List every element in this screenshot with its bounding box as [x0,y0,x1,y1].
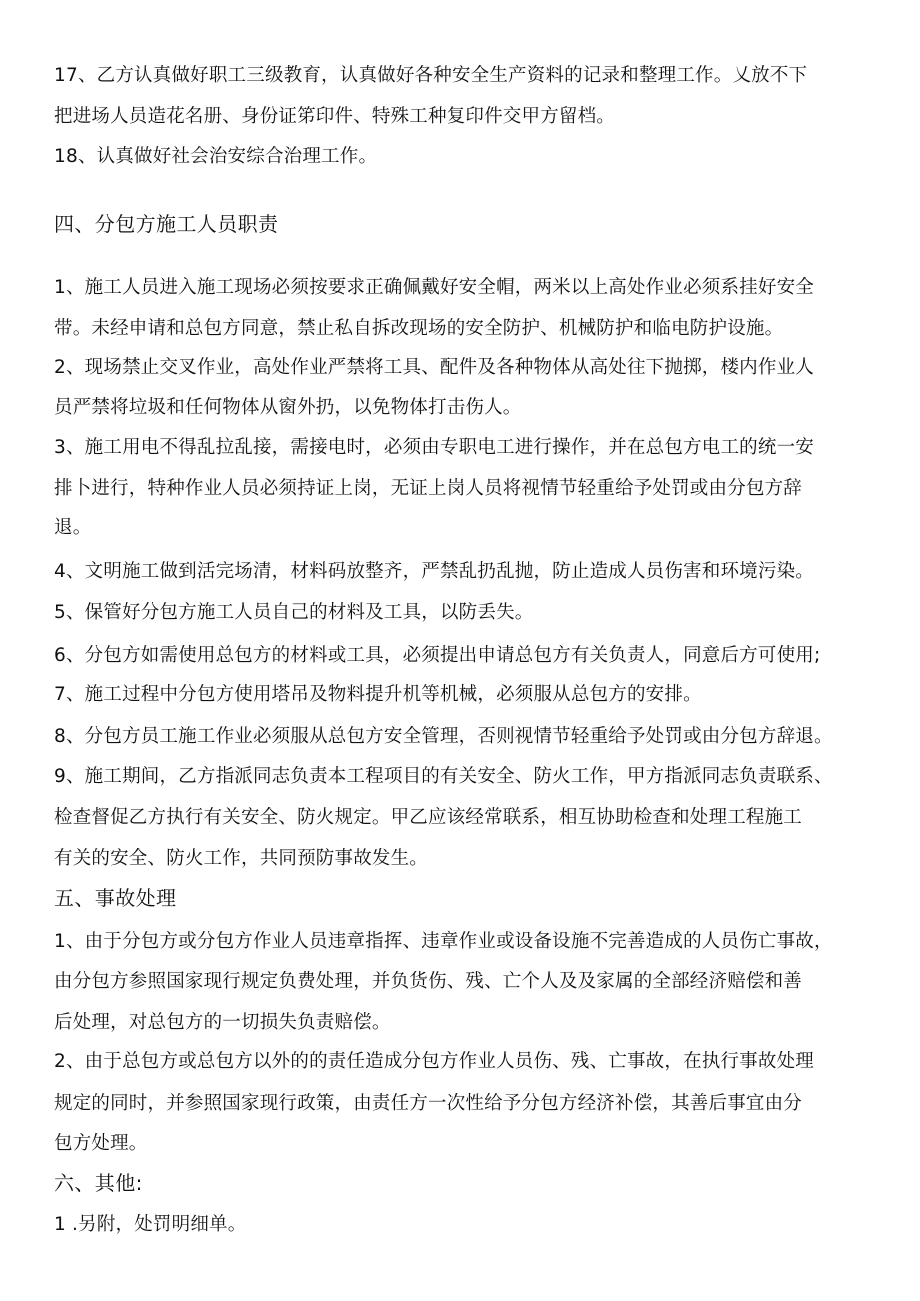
accident-item-2-line-1: 2、由于总包方或总包方以外的的责任造成分包方作业人员伤、残、亡事故，在执行事故处理 [54,1051,814,1072]
other-item-1: 1 .另附，处罚明细单。 [54,1214,247,1235]
item-4: 4、文明施工做到活完场清，材料码放整齐，严禁乱扔乱抛，防止造成人员伤害和环境污染。 [54,561,814,582]
section-heading-6: 六、其他: [54,1171,143,1195]
paragraph-17-line-2: 把进场人员造花名册、身份证笫印件、特殊工种复印件交甲方留档。 [54,106,616,127]
item-3-line-2: 排卜进行，特种作业人员必须持证上岗，无证上岗人员将视情节轻重给予处罚或由分包方辞 [54,478,803,499]
item-7: 7、施工过程中分包方使用塔吊及物料提升机等机械，必须服从总包方的安排。 [54,684,702,705]
item-9-line-1: 9、施工期间，乙方指派同志负责本工程项目的有关安全、防火工作，甲方指派同志负责联系、 [54,766,833,787]
item-2-line-1: 2、现场禁止交叉作业，高处作业严禁将工具、配件及各种物体从高处往下抛掷，楼内作业人 [54,357,814,378]
item-2-line-2: 员严禁将垃圾和任何物体从窗外扔，以免物体打击伤人。 [54,397,522,418]
accident-item-1-line-2: 由分包方参照国家现行规定负费处理，并负货伤、残、亡个人及及家属的全部经济赔偿和善 [54,971,803,992]
item-3-line-3: 退。 [54,517,92,538]
accident-item-1-line-3: 后处理，对总包方的一切损失负责赔偿。 [54,1012,391,1033]
item-8: 8、分包方员工施工作业必须服从总包方安全管理，否则视情节轻重给予处罚或由分包方辞退。 [54,726,833,747]
accident-item-2-line-2: 规定的同时，并参照国家现行政策，由责任方一次性给予分包方经济补偿，其善后事宜由分 [54,1093,803,1114]
item-1-line-2: 带。未经申请和总包方同意，禁止私自拆改现场的安全防护、机械防护和临电防护设施。 [54,318,784,339]
item-1-line-1: 1、施工人员进入施工现场必须按要求正确佩戴好安全帽，两米以上高处作业必须系挂好安全 [54,277,814,298]
paragraph-17-line-1: 17、乙方认真做好职工三级教育，认真做好各种安全生产资料的记录和整理工作。乂放不下 [54,65,808,86]
accident-item-2-line-3: 包方处理。 [54,1133,148,1154]
accident-item-1-line-1: 1、由于分包方或分包方作业人员违章指挥、违章作业或设备设施不完善造成的人员伤亡事故， [54,931,833,952]
item-5: 5、保管好分包方施工人员自己的材料及工具，以防丢失。 [54,602,534,623]
section-heading-5: 五、事故处理 [54,886,177,910]
item-3-line-1: 3、施工用电不得乱拉乱接，需接电时，必须由专职电工进行操作，并在总包方电工的统一安 [54,437,814,458]
paragraph-18: 18、认真做好社会治安综合治理工作。 [54,146,378,167]
item-6: 6、分包方如需使用总包方的材料或工具，必须提出申请总包方有关负责人，同意后方可使用; [54,645,821,666]
section-heading-4: 四、分包方施工人员职责 [54,212,279,236]
item-9-line-3: 有关的安全、防火工作，共同预防事故发生。 [54,848,429,869]
item-9-line-2: 检查督促乙方执行有关安全、防火规定。甲乙应该经常联系，相互协助检查和处理工程施工 [54,807,803,828]
